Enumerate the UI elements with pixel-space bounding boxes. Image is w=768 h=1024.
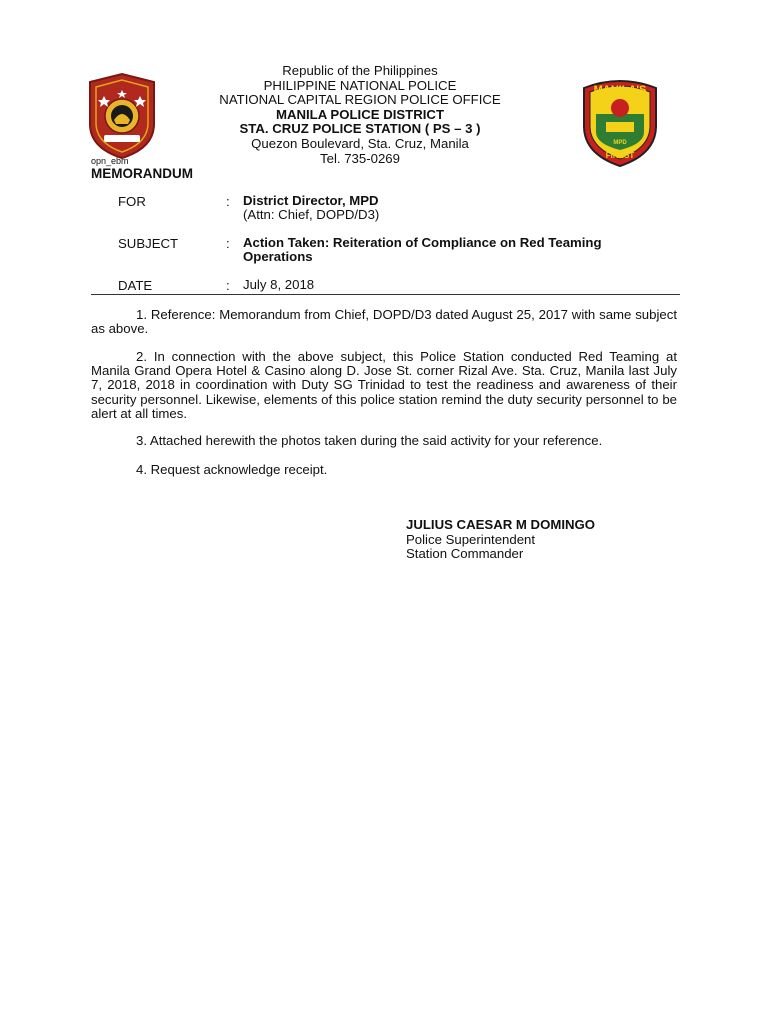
letterhead-line-pnp: PHILIPPINE NATIONAL POLICE xyxy=(263,77,457,93)
paragraph-3 xyxy=(91,434,677,448)
for-value xyxy=(243,194,379,222)
badge-text-mid: MPD xyxy=(613,140,627,146)
for-colon: : xyxy=(226,194,230,209)
manilas-finest-badge-icon xyxy=(578,74,662,168)
header-divider xyxy=(91,294,680,295)
paragraph-3-text: 3. Attached herewith the photos taken during the said activity for your reference. xyxy=(136,433,603,448)
letterhead-line-address: Quezon Boulevard, Sta. Cruz, Manila xyxy=(251,135,469,151)
subject-line-2: Operations xyxy=(243,249,313,265)
signatory-rank: Police Superintendent xyxy=(406,531,536,547)
paragraph-2 xyxy=(91,350,677,421)
letterhead-line-republic: Republic of the Philippines xyxy=(282,63,438,78)
subject-colon: : xyxy=(226,236,230,251)
letterhead xyxy=(160,64,560,166)
letterhead-line-mpd: MANILA POLICE DISTRICT xyxy=(275,106,444,122)
badge-text-top: MANILA'S xyxy=(593,84,647,96)
subject-value xyxy=(243,236,683,264)
paragraph-4 xyxy=(91,463,677,477)
signatory-position: Station Commander xyxy=(406,546,524,562)
date-label: DATE xyxy=(118,278,153,293)
subject-line-1: Action Taken: Reiteration of Compliance on Red Teaming xyxy=(243,235,602,250)
signatory-name: JULIUS CAESAR M DOMINGO xyxy=(406,517,596,532)
letterhead-line-station: STA. CRUZ POLICE STATION ( PS – 3 ) xyxy=(239,121,481,137)
reference-code: opn_ebm xyxy=(91,156,129,166)
letterhead-line-tel: Tel. 735-0269 xyxy=(320,150,400,166)
pnp-seal-icon xyxy=(84,72,160,160)
memo-title: MEMORANDUM xyxy=(91,166,193,181)
signature-block xyxy=(406,518,595,562)
paragraph-4-text: 4. Request acknowledge receipt. xyxy=(136,462,328,477)
badge-text-bottom: FINEST xyxy=(605,151,635,160)
letterhead-line-ncrpo: NATIONAL CAPITAL REGION POLICE OFFICE xyxy=(219,92,501,108)
paragraph-2-text: 2. In connection with the above subject, this Police Station conducted Red Teaming at Manila Grand Opera Hotel & Casino along D. Jose St. corner Rizal Ave. Sta. Cruz, Manila last July 7, 2018, 2018 in coordination with Duty SG Trinidad to test the readiness and awareness of their security personnel. Likewise, elements of this police station remind the duty security personnel to be alert at all times. xyxy=(91,349,677,421)
for-attention: (Attn: Chief, DOPD/D3) xyxy=(243,207,380,223)
subject-label: SUBJECT xyxy=(118,236,179,251)
for-label: FOR xyxy=(118,194,146,209)
date-colon: : xyxy=(226,278,230,293)
for-addressee: District Director, MPD xyxy=(243,193,379,208)
paragraph-1 xyxy=(91,308,677,336)
date-value: July 8, 2018 xyxy=(243,277,315,292)
paragraph-1-text: 1. Reference: Memorandum from Chief, DOPD/D3 dated August 25, 2017 with same subject as above. xyxy=(91,307,677,337)
